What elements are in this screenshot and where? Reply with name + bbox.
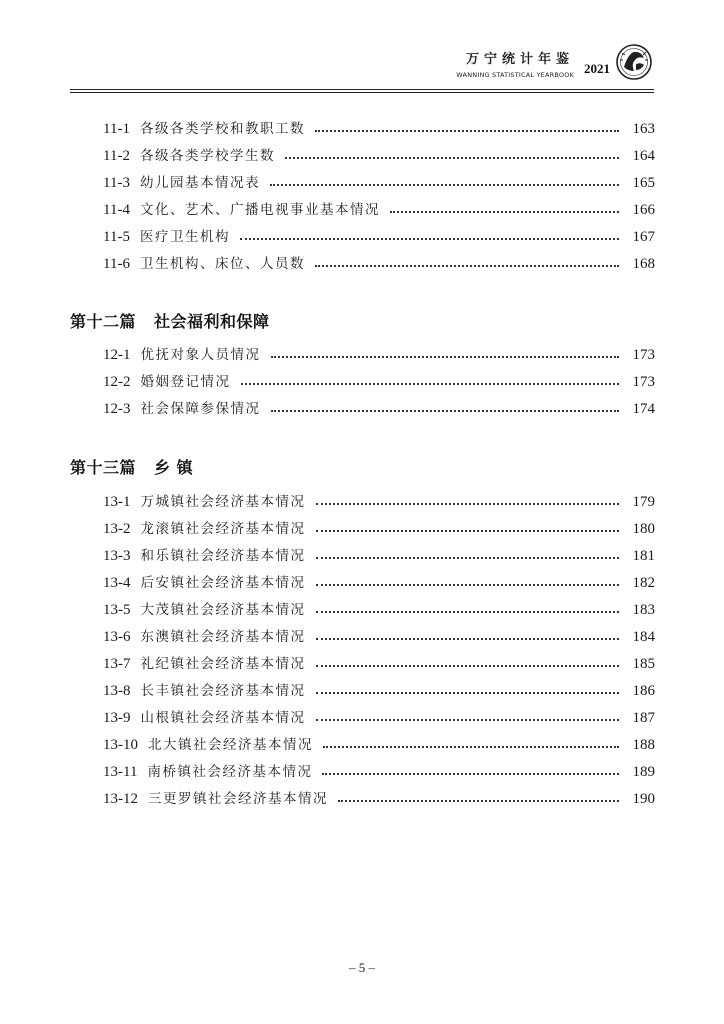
toc-entry-number: 11-5 <box>103 229 130 245</box>
toc-entry-page: 183 <box>632 602 655 618</box>
toc-leader-dots <box>270 184 619 186</box>
toc-entry-page: 182 <box>632 575 655 591</box>
toc-entry-page: 179 <box>632 494 655 510</box>
toc-entry-number: 13-8 <box>103 683 131 699</box>
toc-entry[interactable] <box>103 571 655 595</box>
section-name: 社会福利和保障 <box>154 312 270 331</box>
toc-leader-dots <box>240 238 619 240</box>
toc-entry-title: 东澳镇社会经济基本情况 <box>140 629 306 645</box>
toc-leader-dots <box>316 692 620 694</box>
toc-entry-title: 文化、艺术、广播电视事业基本情况 <box>139 202 380 218</box>
toc-entry-page: 189 <box>632 764 655 780</box>
toc-entry-page: 184 <box>632 629 655 645</box>
toc-entry-page: 173 <box>632 347 655 363</box>
toc-entry-title: 卫生机构、床位、人员数 <box>139 256 305 272</box>
toc-entry[interactable] <box>103 598 655 622</box>
toc-entry[interactable] <box>103 625 655 649</box>
toc-entry-number: 13-6 <box>103 629 131 645</box>
toc-entry-number: 12-3 <box>103 401 131 417</box>
toc-entry[interactable] <box>103 760 655 784</box>
toc-entry[interactable] <box>103 198 655 222</box>
toc-entry[interactable] <box>103 652 655 676</box>
toc-entry-number: 13-7 <box>103 656 131 672</box>
toc-leader-dots <box>285 157 619 159</box>
page-number: – 5 – <box>349 960 375 975</box>
toc-leader-dots <box>316 584 620 586</box>
toc-entry-title: 三更罗镇社会经济基本情况 <box>148 791 328 807</box>
toc-entry-title: 礼纪镇社会经济基本情况 <box>140 656 306 672</box>
header-rule-thin <box>70 92 654 93</box>
toc-entry[interactable] <box>103 787 655 811</box>
toc-entry-page: 174 <box>632 401 655 417</box>
toc-entry-title: 和乐镇社会经济基本情况 <box>140 548 306 564</box>
toc-entry-page: 186 <box>632 683 655 699</box>
toc-entry-number: 11-2 <box>103 148 130 164</box>
toc-entry-title: 各级各类学校和教职工数 <box>139 121 305 137</box>
toc-leader-dots <box>315 130 619 132</box>
toc-entry-number: 13-5 <box>103 602 131 618</box>
toc-leader-dots <box>271 410 620 412</box>
toc-leader-dots <box>315 265 619 267</box>
section-label: 第十三篇 <box>70 458 137 477</box>
yearbook-title-en: WANNING STATISTICAL YEARBOOK <box>456 71 574 79</box>
toc-entry-number: 11-4 <box>103 202 130 218</box>
toc-leader-dots <box>338 800 619 802</box>
toc-entry-page: 163 <box>632 121 655 137</box>
toc-leader-dots <box>322 773 619 775</box>
toc-entry-number: 13-10 <box>103 737 138 753</box>
toc-entry-page: 173 <box>632 374 655 390</box>
toc-leader-dots <box>316 719 620 721</box>
toc-entry[interactable] <box>103 733 655 757</box>
toc-entry-title: 后安镇社会经济基本情况 <box>140 575 306 591</box>
toc-entry[interactable] <box>103 171 655 195</box>
toc-entry-number: 13-4 <box>103 575 131 591</box>
toc-entry-number: 13-9 <box>103 710 131 726</box>
toc-entry-page: 166 <box>632 202 655 218</box>
toc-entry-title: 山根镇社会经济基本情况 <box>140 710 306 726</box>
toc-entry[interactable] <box>103 252 655 276</box>
toc-leader-dots <box>316 611 620 613</box>
section-label: 第十二篇 <box>70 312 137 331</box>
toc-entry-number: 13-1 <box>103 494 131 510</box>
toc-entry-page: 187 <box>632 710 655 726</box>
toc-entry-number: 13-11 <box>103 764 138 780</box>
toc-entry[interactable] <box>103 517 655 541</box>
toc-entry-number: 11-1 <box>103 121 130 137</box>
toc-leader-dots <box>271 356 620 358</box>
toc-entry-page: 190 <box>632 791 655 807</box>
yearbook-year: 2021 <box>584 61 610 76</box>
toc-entry-number: 12-2 <box>103 374 131 390</box>
toc-entry-title: 各级各类学校学生数 <box>139 148 275 164</box>
toc-leader-dots <box>316 665 620 667</box>
toc-leader-dots <box>241 383 620 385</box>
toc-entry[interactable] <box>103 706 655 730</box>
toc-leader-dots <box>323 746 619 748</box>
toc-entry-title: 医疗卫生机构 <box>139 229 230 245</box>
toc-entry-title: 南桥镇社会经济基本情况 <box>147 764 313 780</box>
toc-entry-page: 167 <box>632 229 655 245</box>
toc-entry[interactable] <box>103 343 655 367</box>
toc-entry[interactable] <box>103 117 655 141</box>
toc-leader-dots <box>316 557 620 559</box>
toc-entry-number: 13-3 <box>103 548 131 564</box>
toc-leader-dots <box>316 503 620 505</box>
toc-entry-title: 龙滚镇社会经济基本情况 <box>140 521 306 537</box>
toc-entry-page: 188 <box>632 737 655 753</box>
toc-entry-page: 185 <box>632 656 655 672</box>
section-name: 乡 镇 <box>154 458 194 477</box>
toc-entry[interactable] <box>103 544 655 568</box>
toc-entry-page: 180 <box>632 521 655 537</box>
toc-entry-number: 11-6 <box>103 256 130 272</box>
toc-entry-title: 幼儿园基本情况表 <box>139 175 260 191</box>
toc-leader-dots <box>390 211 619 213</box>
toc-entry-number: 12-1 <box>103 347 131 363</box>
page-header <box>0 40 724 88</box>
toc-entry-title: 社会保障参保情况 <box>140 401 261 417</box>
toc-leader-dots <box>316 530 620 532</box>
yearbook-title-cn: 万宁统计年鉴 <box>465 52 574 67</box>
toc-entry-page: 181 <box>632 548 655 564</box>
toc-entry-page: 165 <box>632 175 655 191</box>
toc-entry-title: 长丰镇社会经济基本情况 <box>140 683 306 699</box>
toc-entry[interactable] <box>103 490 655 514</box>
toc-entry-number: 13-2 <box>103 521 131 537</box>
toc-entry-page: 164 <box>632 148 655 164</box>
toc-entry-title: 万城镇社会经济基本情况 <box>140 494 306 510</box>
toc-entry-title: 优抚对象人员情况 <box>140 347 261 363</box>
toc-entry[interactable] <box>103 225 655 249</box>
section-heading-13[interactable] <box>70 455 193 478</box>
header-rule-thick <box>70 89 654 90</box>
toc-entry[interactable] <box>103 679 655 703</box>
toc-entry-title: 大茂镇社会经济基本情况 <box>140 602 306 618</box>
toc-entry-number: 13-12 <box>103 791 138 807</box>
toc-entry-page: 168 <box>632 256 655 272</box>
toc-entry-title: 北大镇社会经济基本情况 <box>148 737 313 753</box>
toc-entry-title: 婚姻登记情况 <box>140 374 231 390</box>
section-heading-12[interactable] <box>70 309 270 332</box>
yearbook-logo-icon <box>614 40 654 84</box>
toc-leader-dots <box>316 638 620 640</box>
toc-entry[interactable] <box>103 370 655 394</box>
toc-entry[interactable] <box>103 144 655 168</box>
toc-entry[interactable] <box>103 397 655 421</box>
toc-entry-number: 11-3 <box>103 175 130 191</box>
